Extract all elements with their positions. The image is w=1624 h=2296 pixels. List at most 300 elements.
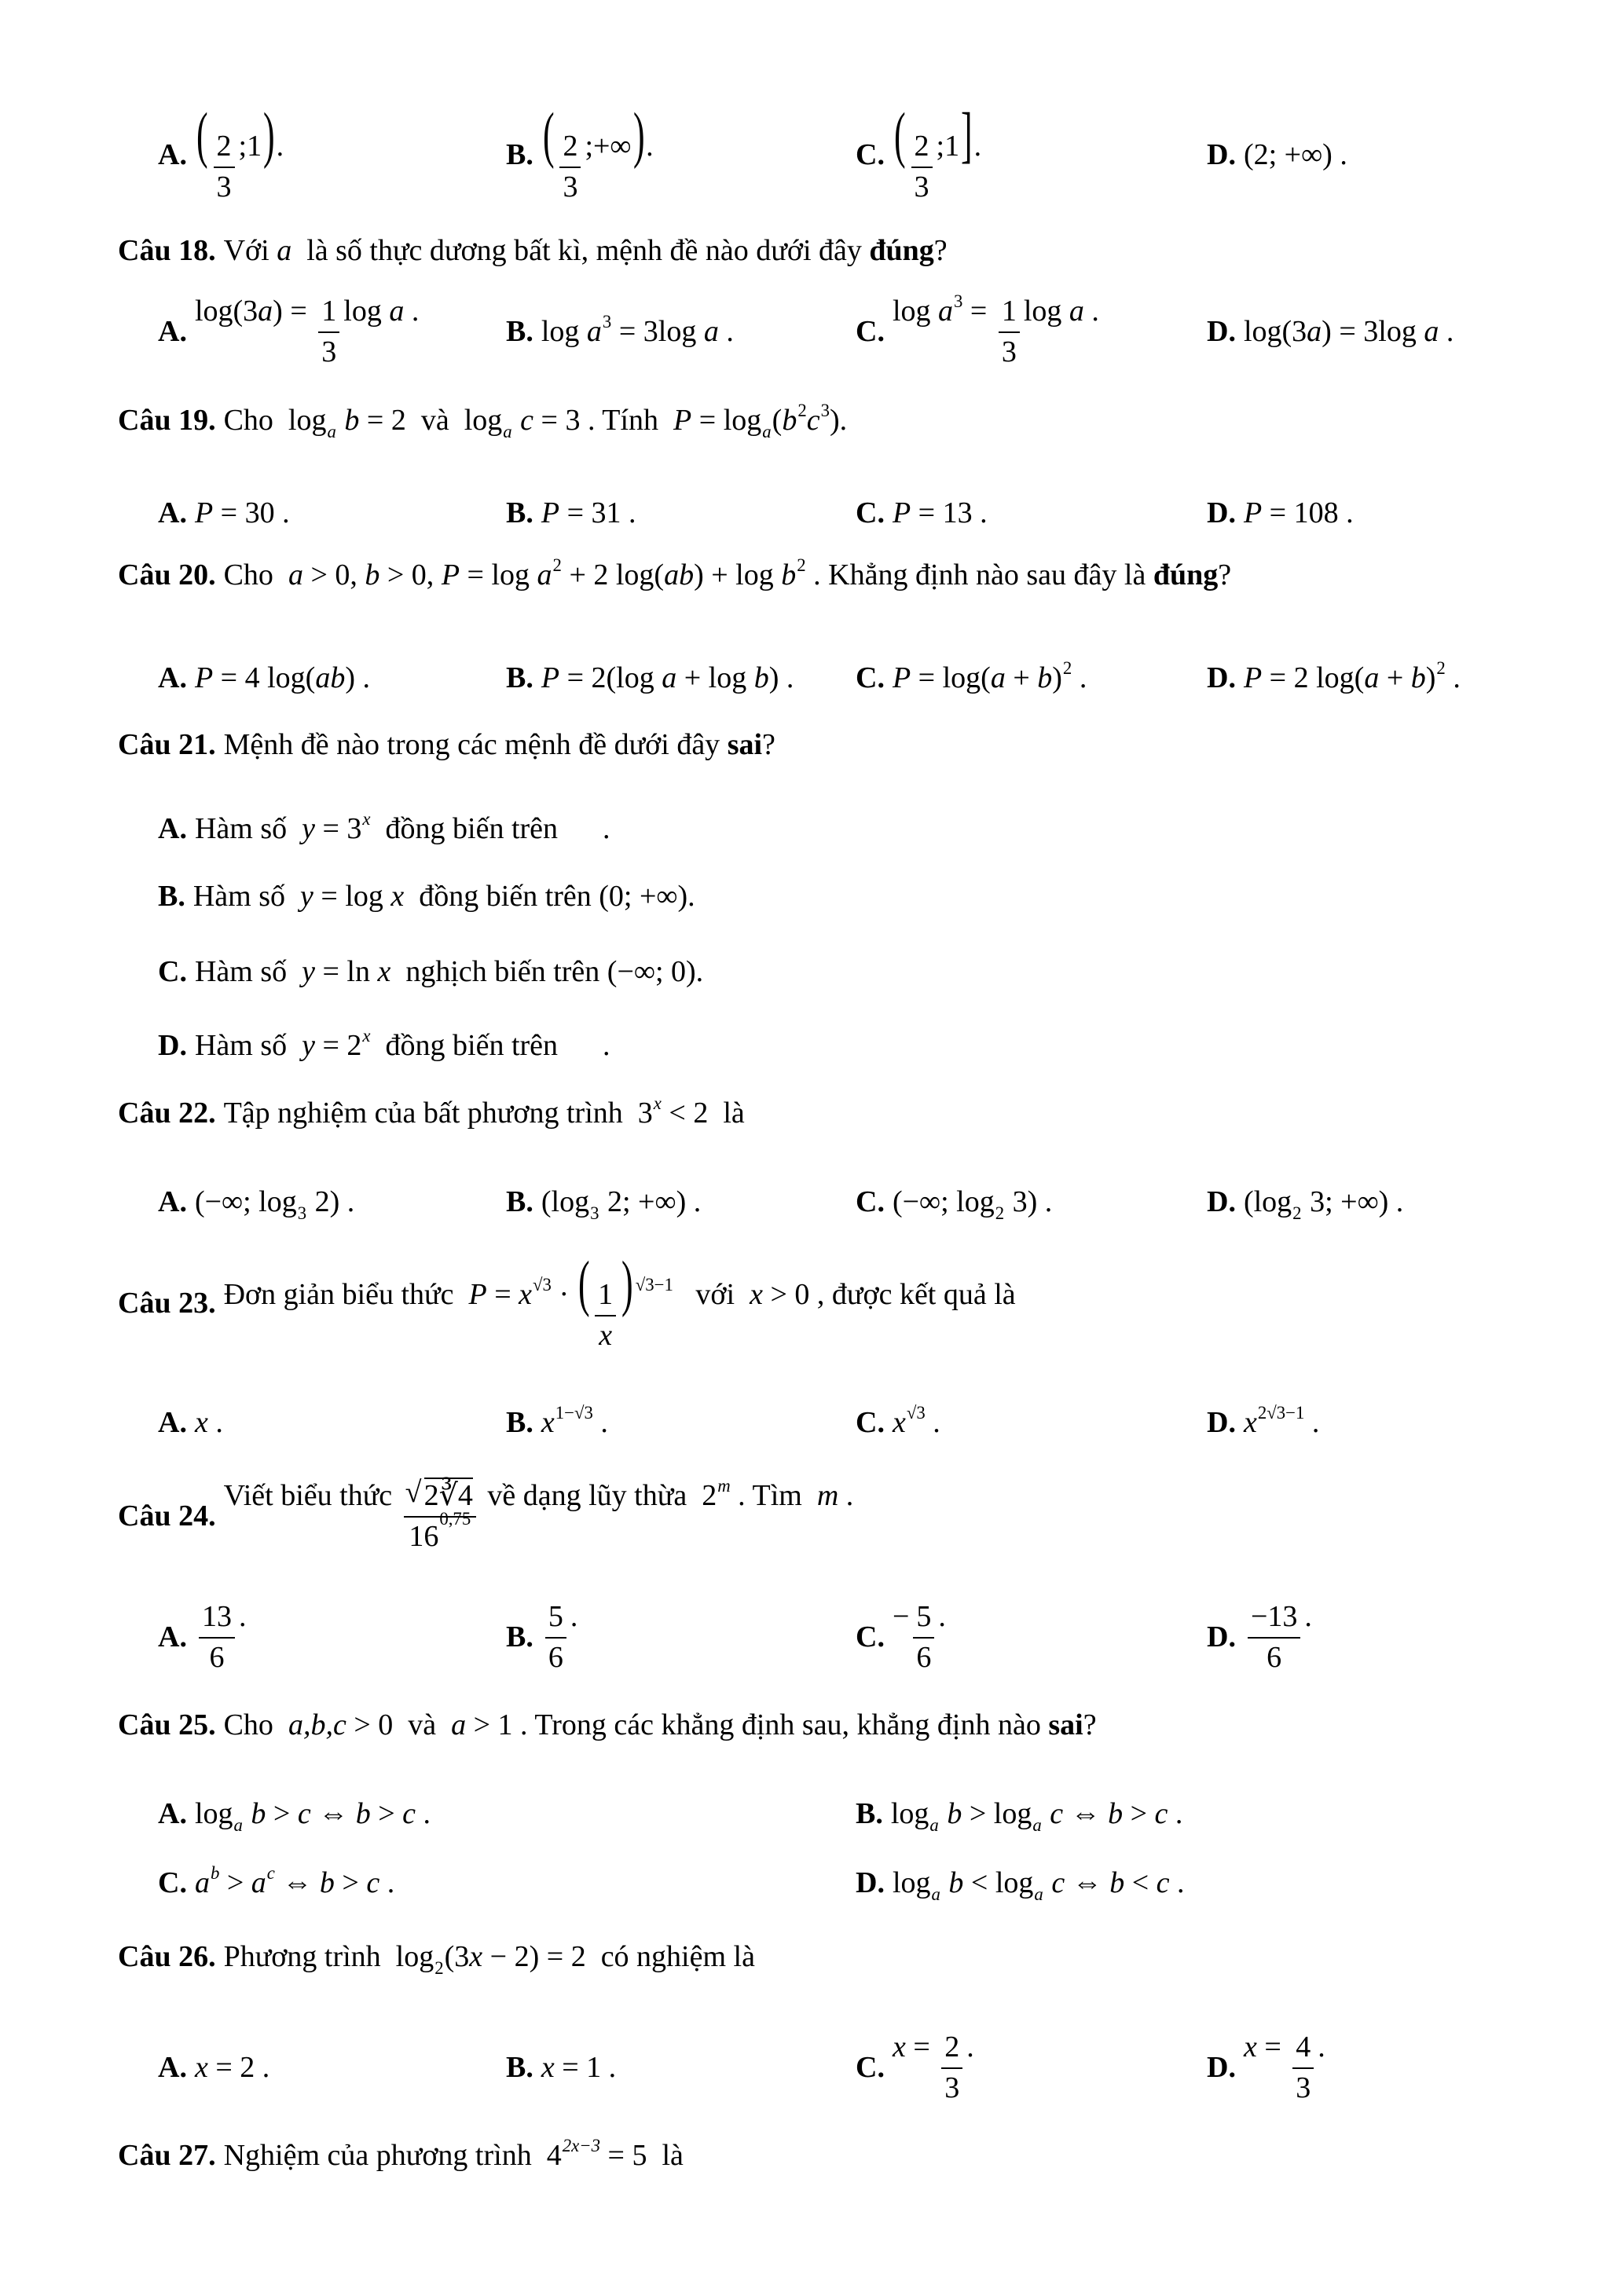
math-text: = 4 log( xyxy=(213,661,316,694)
question-number: Câu 19. xyxy=(118,404,216,437)
option-c[interactable] xyxy=(856,482,988,544)
option-math xyxy=(893,1599,946,1675)
option-label: B. xyxy=(506,315,533,348)
math-text: + xyxy=(1379,661,1411,694)
large-bracket: ( xyxy=(893,101,906,170)
fraction xyxy=(1248,1600,1300,1675)
math-variable: x xyxy=(194,2051,208,2084)
fraction-numerator xyxy=(911,130,933,168)
math-text: = xyxy=(905,2030,938,2063)
math-text: ) xyxy=(1425,661,1436,694)
math-variable: a xyxy=(389,294,405,328)
math-text: 3 xyxy=(216,170,232,203)
option-math xyxy=(1243,1185,1404,1224)
math-text: . xyxy=(646,130,654,163)
option-math xyxy=(1244,137,1347,172)
option-b[interactable] xyxy=(158,865,695,928)
option-d[interactable] xyxy=(1207,1391,1319,1454)
option-math xyxy=(195,1599,247,1675)
math-variable: x xyxy=(519,1278,533,1312)
math-variable: P xyxy=(892,496,911,529)
math-text: = 2 . xyxy=(207,2051,270,2084)
option-c[interactable] xyxy=(856,1599,946,1674)
option-label: A. xyxy=(158,138,187,171)
option-b[interactable] xyxy=(506,482,636,544)
option-label: D. xyxy=(856,1866,885,1899)
math-text: 2; +∞) . xyxy=(599,1185,702,1218)
option-b[interactable] xyxy=(506,646,794,709)
question-stem xyxy=(0,1476,1624,1553)
fraction xyxy=(999,295,1020,369)
math-text: = log( xyxy=(911,661,991,694)
math-variable: P xyxy=(1243,661,1263,694)
superscript: 2 xyxy=(552,555,562,575)
math-text: Cho log xyxy=(223,404,327,437)
math-variable: c xyxy=(806,404,820,437)
question-stem xyxy=(0,389,1624,452)
option-math xyxy=(194,1185,355,1224)
option-label: A. xyxy=(158,1797,187,1830)
math-text: 6 xyxy=(548,1640,563,1674)
math-variable: x xyxy=(1243,1406,1257,1439)
fraction-denominator xyxy=(206,1639,227,1675)
option-d[interactable] xyxy=(1207,2030,1325,2104)
fraction xyxy=(913,1600,934,1675)
option-d[interactable] xyxy=(1207,123,1347,186)
option-row xyxy=(0,865,1624,928)
fraction xyxy=(199,1600,235,1675)
fraction-denominator xyxy=(1263,1639,1285,1675)
option-label: C. xyxy=(856,661,885,694)
option-math xyxy=(893,2030,974,2105)
option-math xyxy=(892,657,1087,695)
math-variable: b xyxy=(1108,1797,1124,1830)
option-label: B. xyxy=(158,880,185,913)
option-math xyxy=(195,1405,223,1440)
math-text: < log xyxy=(963,1866,1034,1899)
math-variable: b xyxy=(1410,661,1426,694)
fraction xyxy=(595,1278,616,1353)
option-a[interactable] xyxy=(158,1782,431,1845)
fraction-numerator xyxy=(559,130,581,168)
math-text: > xyxy=(1123,1797,1155,1830)
math-variable: c xyxy=(512,404,534,437)
math-text: . xyxy=(379,1866,395,1899)
question-number: Câu 25. xyxy=(118,1708,216,1741)
math-text: đồng biến trên . xyxy=(370,1029,610,1062)
question-text xyxy=(223,1093,745,1130)
option-b[interactable] xyxy=(506,2036,616,2099)
question-27 xyxy=(118,2124,684,2187)
fraction-denominator xyxy=(999,333,1020,370)
math-text: ⇔ xyxy=(274,1866,320,1899)
math-text: ;+∞ xyxy=(585,130,632,163)
math-text: . xyxy=(973,130,982,163)
question-text xyxy=(224,727,775,762)
math-text: < 2 là xyxy=(661,1097,745,1130)
math-text: ) . xyxy=(768,661,794,694)
math-text: 1 xyxy=(598,1278,614,1312)
option-b[interactable] xyxy=(506,1599,578,1674)
superscript: √3 xyxy=(533,1275,552,1295)
fraction-numerator xyxy=(545,1600,566,1639)
math-text: log xyxy=(892,294,939,328)
math-text: (3 xyxy=(444,1940,470,1973)
options-row xyxy=(0,1782,1624,1845)
option-a[interactable] xyxy=(158,1391,223,1454)
math-text: 5 xyxy=(548,1599,563,1633)
math-variable: x xyxy=(541,1406,555,1439)
math-variable: P xyxy=(892,661,911,694)
options-row xyxy=(0,482,1624,544)
option-label: B. xyxy=(856,1797,883,1830)
math-text: 2 xyxy=(563,130,578,163)
math-text: . xyxy=(592,1406,608,1439)
option-label: C. xyxy=(856,1406,885,1439)
math-text: + log xyxy=(676,661,754,694)
question-21 xyxy=(118,713,775,776)
option-math xyxy=(1244,496,1354,530)
option-label: B. xyxy=(506,1406,533,1439)
bold-text: sai xyxy=(1048,1708,1083,1741)
superscript: 2 xyxy=(1062,657,1072,678)
math-text: log xyxy=(890,1797,929,1830)
math-variable: b xyxy=(781,558,797,591)
math-text: . xyxy=(1304,1599,1312,1633)
question-stem xyxy=(0,219,1624,282)
option-c[interactable] xyxy=(856,291,1099,368)
math-text: . xyxy=(718,315,734,348)
option-c[interactable] xyxy=(158,1851,394,1914)
superscript: 0,75 xyxy=(439,1509,471,1529)
option-label: C. xyxy=(856,1185,885,1218)
fraction-denominator xyxy=(559,168,581,205)
math-text: Nghiệm của phương trình 4 xyxy=(223,2139,562,2172)
math-variable: b xyxy=(336,404,360,437)
option-d[interactable] xyxy=(1207,1599,1312,1674)
fraction-denominator xyxy=(913,1639,934,1675)
math-variable: c xyxy=(1154,1797,1168,1830)
question-text xyxy=(223,555,1232,592)
math-text: > 0, xyxy=(302,558,365,591)
math-variable: x xyxy=(377,955,391,988)
math-text: < xyxy=(1124,1866,1157,1899)
options-row xyxy=(0,1851,1624,1914)
math-text: ⇔ xyxy=(1065,1866,1110,1899)
option-d[interactable] xyxy=(1207,1170,1403,1233)
fraction-denominator xyxy=(405,1509,474,1554)
option-math xyxy=(541,2050,616,2085)
math-text: . xyxy=(1445,661,1461,694)
math-text: > log xyxy=(962,1797,1032,1830)
math-variable: x xyxy=(194,1406,208,1439)
math-text: > 0, xyxy=(379,558,442,591)
fraction xyxy=(404,1478,476,1554)
math-variable: a xyxy=(662,661,677,694)
math-text: 6 xyxy=(1267,1640,1282,1674)
math-text: > xyxy=(334,1866,367,1899)
option-math xyxy=(541,1599,578,1675)
option-label: D. xyxy=(1207,1185,1236,1218)
option-c[interactable] xyxy=(856,646,1087,709)
option-label: A. xyxy=(158,1185,187,1218)
question-stem xyxy=(0,1082,1624,1144)
math-text: = 108 . xyxy=(1262,496,1354,529)
math-text: về dạng lũy thừa 2 xyxy=(479,1479,717,1513)
option-label: C. xyxy=(856,315,885,348)
question-number: Câu 26. xyxy=(118,1940,216,1973)
option-math xyxy=(890,1796,1183,1836)
option-math xyxy=(194,1025,610,1063)
math-variable: P xyxy=(673,404,692,437)
math-text: = 2 xyxy=(314,1029,362,1062)
math-text: > 0 , được kết quả là xyxy=(762,1278,1016,1312)
math-text: Cho xyxy=(223,558,288,591)
math-variable: b xyxy=(355,1797,371,1830)
question-stem xyxy=(0,2124,1624,2187)
math-text: = xyxy=(486,1278,519,1312)
math-text: log xyxy=(1023,294,1069,328)
question-stem xyxy=(0,1925,1624,1988)
question-22 xyxy=(118,1082,745,1144)
option-a[interactable] xyxy=(158,482,290,544)
math-text: − 2) = 2 có nghiệm là xyxy=(482,1940,755,1973)
option-math xyxy=(541,496,636,530)
math-text: = 3log xyxy=(611,315,704,348)
math-text: > xyxy=(219,1866,251,1899)
math-variable: y xyxy=(302,812,315,845)
math-text: ? xyxy=(762,728,775,761)
question-20 xyxy=(118,544,1231,606)
math-text: = 2 và log xyxy=(359,404,503,437)
subscript: 2 xyxy=(995,1203,1005,1224)
option-d[interactable] xyxy=(856,1851,1185,1914)
option-d[interactable] xyxy=(1207,646,1461,709)
option-math xyxy=(541,311,734,349)
question-number: Câu 24. xyxy=(118,1500,216,1532)
math-variable: b xyxy=(1109,1866,1125,1899)
math-text: + xyxy=(1005,661,1038,694)
bold-text: đúng xyxy=(1153,558,1219,591)
option-a[interactable] xyxy=(158,1599,247,1674)
math-variable: c xyxy=(1043,1866,1065,1899)
question-stem xyxy=(0,713,1624,776)
option-c[interactable] xyxy=(856,101,982,203)
option-math xyxy=(892,1185,1053,1224)
math-text: nghịch biến trên (−∞; 0). xyxy=(390,955,704,988)
superscript: 2 xyxy=(1436,657,1446,678)
math-variable: a xyxy=(258,294,273,328)
math-text: 3 xyxy=(321,335,337,368)
math-variable: a xyxy=(194,1866,210,1899)
option-a[interactable] xyxy=(158,797,610,860)
option-a[interactable] xyxy=(158,646,370,709)
fraction xyxy=(941,2031,962,2105)
math-text: = xyxy=(1256,2030,1289,2063)
math-text: Tập nghiệm của bất phương trình 3 xyxy=(223,1097,653,1130)
option-d[interactable] xyxy=(1207,482,1354,544)
option-label: D. xyxy=(1207,1406,1236,1439)
math-text: . Tìm xyxy=(730,1479,817,1513)
question-number: Câu 21. xyxy=(118,728,216,761)
math-variable: P xyxy=(194,661,214,694)
math-variable: x xyxy=(469,1940,483,1973)
math-text: ) = 3log xyxy=(1322,315,1424,348)
math-text: ) . xyxy=(345,661,370,694)
option-c[interactable] xyxy=(856,1170,1052,1233)
superscript: 3 xyxy=(954,291,963,311)
option-math xyxy=(892,1866,1185,1905)
options-row xyxy=(0,1391,1624,1454)
fraction xyxy=(318,295,339,369)
math-variable: b xyxy=(782,404,797,437)
math-text: log xyxy=(541,315,587,348)
subscript: a xyxy=(233,1815,243,1836)
fraction xyxy=(911,130,933,204)
math-text: . xyxy=(207,1406,223,1439)
option-math xyxy=(892,1402,940,1440)
math-text: log xyxy=(892,1866,931,1899)
option-a[interactable] xyxy=(158,1170,354,1233)
math-text: . xyxy=(1168,1797,1183,1830)
math-text: ;1 xyxy=(936,130,960,163)
math-text: · xyxy=(551,1278,577,1312)
math-text: Hàm số xyxy=(194,955,302,988)
math-variable: a xyxy=(1364,661,1380,694)
fraction-denominator xyxy=(596,1316,615,1353)
option-d[interactable] xyxy=(158,1014,610,1077)
subscript: a xyxy=(1032,1815,1042,1836)
option-a[interactable] xyxy=(158,294,420,368)
option-math xyxy=(893,496,988,530)
fraction-denominator xyxy=(214,168,235,205)
question-stem xyxy=(0,544,1624,606)
math-text: > xyxy=(370,1797,403,1830)
math-variable: b xyxy=(1037,661,1053,694)
bold-text: sai xyxy=(727,728,763,761)
math-text: = xyxy=(962,294,995,328)
option-b[interactable] xyxy=(506,1391,608,1454)
math-text: Mệnh đề nào trong các mệnh đề dưới đây xyxy=(223,728,728,761)
option-d[interactable] xyxy=(1207,300,1454,363)
math-text: = 3 xyxy=(314,812,362,845)
math-text: ;1 xyxy=(238,130,262,163)
math-text: log(3 xyxy=(1243,315,1307,348)
math-text: 6 xyxy=(209,1640,225,1674)
fraction-numerator xyxy=(999,295,1020,333)
option-row xyxy=(0,1014,1624,1077)
question-24 xyxy=(118,1476,854,1553)
options-row xyxy=(0,2030,1624,2104)
question-number: Câu 18. xyxy=(118,234,216,267)
fraction-denominator xyxy=(318,333,339,370)
option-label: B. xyxy=(506,1185,533,1218)
option-c[interactable] xyxy=(158,940,703,1003)
math-text: với xyxy=(673,1278,750,1312)
superscript: √3 xyxy=(906,1402,926,1423)
option-a[interactable] xyxy=(158,101,284,203)
math-text: 3 xyxy=(1296,2071,1311,2104)
option-label: D. xyxy=(1207,661,1236,694)
question-text xyxy=(223,400,848,442)
math-variable: c xyxy=(1042,1797,1064,1830)
math-text: . xyxy=(1169,1866,1185,1899)
option-math xyxy=(1243,1402,1320,1440)
question-25 xyxy=(118,1694,1097,1756)
math-variable: b xyxy=(753,661,769,694)
fraction-numerator xyxy=(214,130,235,168)
option-b[interactable] xyxy=(506,300,734,363)
option-label: D. xyxy=(1207,2051,1236,2084)
option-math xyxy=(195,954,703,989)
fraction xyxy=(559,130,581,204)
math-variable: y xyxy=(302,955,315,988)
subscript: 2 xyxy=(1292,1203,1302,1224)
large-bracket: ) xyxy=(632,101,645,170)
math-text: . xyxy=(1083,294,1099,328)
fraction-numerator xyxy=(595,1278,616,1316)
subscript: a xyxy=(1034,1884,1043,1905)
subscript: a xyxy=(327,422,336,442)
superscript: √3−1 xyxy=(635,1275,673,1295)
subscript: 3 xyxy=(590,1203,599,1224)
fraction xyxy=(1292,2031,1314,2105)
math-text: = ln xyxy=(314,955,378,988)
math-text: ? xyxy=(1218,558,1232,591)
math-text: = 2(log xyxy=(559,661,662,694)
superscript: 2√3−1 xyxy=(1257,1402,1305,1423)
option-c[interactable] xyxy=(856,1391,940,1454)
question-19 xyxy=(118,389,847,452)
option-b[interactable] xyxy=(506,101,654,203)
superscript: 2 xyxy=(797,555,806,575)
math-text: đồng biến trên (0; +∞). xyxy=(404,880,695,913)
question-text xyxy=(223,1249,1016,1353)
subscript: a xyxy=(931,1884,940,1905)
fraction-denominator xyxy=(1292,2069,1314,2106)
math-variable: a xyxy=(703,315,719,348)
option-label: D. xyxy=(1207,1620,1236,1653)
option-math xyxy=(541,101,654,204)
math-text: = 30 . xyxy=(213,496,290,529)
math-text: log xyxy=(194,1797,233,1830)
math-variable: a xyxy=(251,1866,266,1899)
math-text: Phương trình log xyxy=(223,1940,434,1973)
option-math xyxy=(195,294,419,369)
option-b[interactable] xyxy=(856,1782,1182,1845)
math-variable: P xyxy=(541,661,560,694)
math-text: Hàm số xyxy=(192,880,301,913)
options-row xyxy=(0,1599,1624,1674)
question-text xyxy=(223,1939,755,1979)
fraction-numerator xyxy=(199,1600,235,1639)
math-text: . xyxy=(238,1599,247,1633)
math-variable: c xyxy=(1156,1866,1170,1899)
math-variable: x xyxy=(541,2051,555,2084)
options-row xyxy=(0,646,1624,709)
math-variable: x xyxy=(892,1406,906,1439)
option-math xyxy=(195,661,370,695)
option-b[interactable] xyxy=(506,1170,701,1233)
option-math xyxy=(1244,314,1454,349)
math-text: 13 xyxy=(201,1599,232,1633)
option-math xyxy=(195,2050,269,2085)
option-a[interactable] xyxy=(158,2036,269,2099)
math-text: Đơn giản biểu thức xyxy=(223,1278,469,1312)
option-c[interactable] xyxy=(856,2030,974,2104)
question-number: Câu 20. xyxy=(118,558,216,591)
superscript: x xyxy=(653,1093,662,1113)
